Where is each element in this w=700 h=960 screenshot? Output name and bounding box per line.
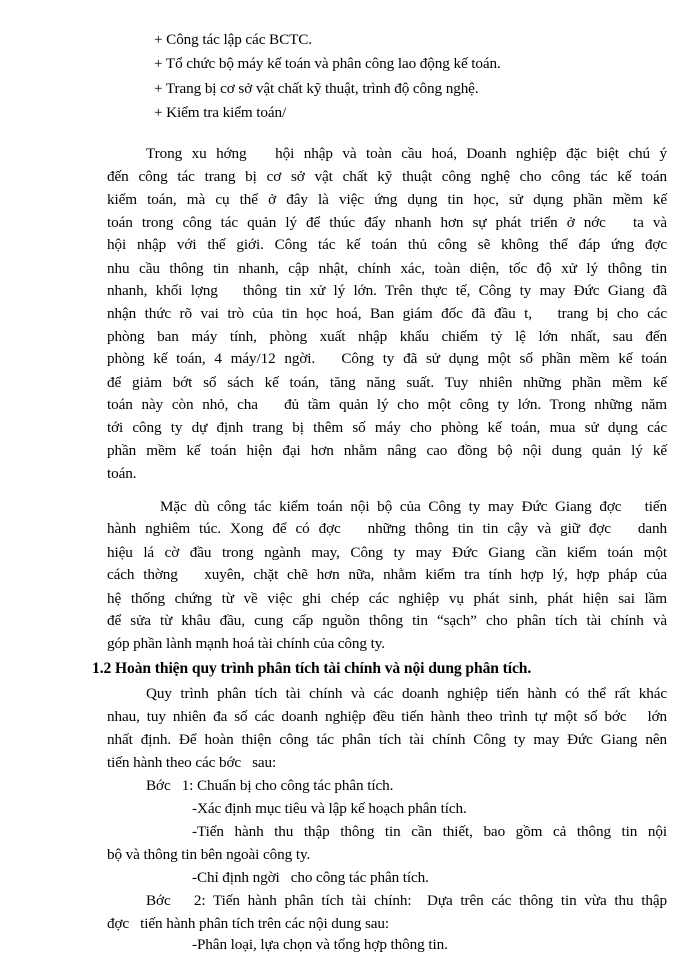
paragraph-line: phần mềm kế toán hiện đại hơn nhằm nâng cao đồng bộ nội dung quản lý kế <box>107 441 667 459</box>
paragraph-line: Mặc dù công tác kiểm toán nội bộ của Công ty may Đức Giang đợc tiến <box>160 498 667 516</box>
bullet-item: + Tổ chức bộ máy kế toán và phân công lao động kế toán. <box>154 55 501 73</box>
paragraph-line: đến công tác trang bị cơ sở vật chất kỹ thuật công nghệ cho công tác kế toán <box>107 168 667 186</box>
paragraph-line: cách thờng xuyên, chặt chẽ hơn nữa, nhằm kiểm tra tính hợp lý, hợp pháp của <box>107 566 667 584</box>
section-heading: 1.2 Hoàn thiện quy trình phân tích tài chính và nội dung phân tích. <box>92 659 532 677</box>
step-item: đợc tiến hành phân tích trên các nội dung sau: <box>107 914 390 932</box>
paragraph-line: kiểm toán, mà cụ thể ở đây là việc ứng dụng tin học, sử dụng phần mềm kế <box>107 190 667 208</box>
paragraph-line: tiến hành theo các bớc sau: <box>107 754 277 772</box>
paragraph-line: Quy trình phân tích tài chính và các doanh nghiệp tiến hành có thể rất khác <box>146 684 667 702</box>
paragraph-line: toán này còn nhỏ, cha đủ tầm quản lý cho một công ty lớn. Trong những năm <box>107 395 667 413</box>
paragraph-line: Trong xu hớng hội nhập và toàn cầu hoá, Doanh nghiệp đặc biệt chú ý <box>146 144 667 162</box>
paragraph-line: nhận thức rõ vai trò của tin học hoá, Ban giám đốc đã đầu t, trang bị cho các <box>107 305 667 323</box>
paragraph-line: hội nhập với thế giới. Công tác kế toán thủ công sẽ không thể đáp ứng đợc <box>107 236 667 254</box>
step-item: -Phân loại, lựa chọn và tổng hợp thông tin. <box>192 936 448 953</box>
paragraph-line: nhanh, khối lợng thông tin xử lý lớn. Trên thực tế, Công ty may Đức Giang đã <box>107 282 667 300</box>
bullet-item: + Kiểm tra kiểm toán/ <box>154 103 287 121</box>
paragraph-line: toán. <box>107 465 137 482</box>
paragraph-line: tới công ty dự định trang bị thêm số máy cho phòng kế toán, mua sử dụng các <box>107 419 667 437</box>
paragraph-line: hệ thống chứng từ về việc ghi chép các nghiệp vụ phát sinh, phát hiện sai lầm <box>107 589 667 607</box>
paragraph-line: nhu cầu thông tin nhanh, cập nhật, chính xác, toàn diện, tốc độ xử lý thông tin <box>107 259 667 277</box>
step-item: -Tiến hành thu thập thông tin cần thiết, bao gồm cả thông tin nội <box>192 823 667 841</box>
paragraph-line: hành nghiêm túc. Xong để có đợc những thông tin tin cậy và giữ đợc danh <box>107 520 667 538</box>
paragraph-line: để giảm bớt sổ sách kế toán, tăng năng suất. Tuy nhiên những phần mềm kế <box>107 373 667 391</box>
paragraph-line: để sửa từ khâu đầu, cung cấp nguồn thông tin “sạch” cho phân tích tài chính và <box>107 611 667 629</box>
paragraph-line: hiệu lá cờ đầu trong ngành may, Công ty may Đức Giang cần kiểm toán một <box>107 543 667 561</box>
bullet-item: + Công tác lập các BCTC. <box>154 31 313 48</box>
bullet-item: + Trang bị cơ sở vật chất kỹ thuật, trình độ công nghệ. <box>154 79 479 97</box>
step-heading: Bớc 1: Chuẩn bị cho công tác phân tích. <box>146 777 394 795</box>
paragraph-line: nhất định. Để hoàn thiện công tác phân tích tài chính Công ty may Đức Giang nên <box>107 730 667 748</box>
paragraph-line: góp phần lành mạnh hoá tài chính của công ty. <box>107 635 385 653</box>
paragraph-line: toán trong công tác quản lý để thúc đẩy nhanh hơn sự phát triển ở nớc ta và <box>107 213 667 231</box>
paragraph-line: phòng ban máy tính, phòng xuất nhập khẩu chiếm tỷ lệ lớn nhất, sau đến <box>107 327 667 345</box>
step-heading: Bớc 2: Tiến hành phân tích tài chính: Dựa trên các thông tin vừa thu thập <box>146 892 667 910</box>
paragraph-line: nhau, tuy nhiên đa số các doanh nghiệp đều tiến hành theo trình tự một số bớc lớn <box>107 708 667 726</box>
step-item: -Xác định mục tiêu và lập kế hoạch phân tích. <box>192 799 467 817</box>
step-item: bộ và thông tin bên ngoài công ty. <box>107 846 311 864</box>
step-item: -Chỉ định ngời cho công tác phân tích. <box>192 868 429 886</box>
paragraph-line: phòng kế toán, 4 máy/12 ngời. Công ty đã sử dụng một số phần mềm kế toán <box>107 350 667 368</box>
